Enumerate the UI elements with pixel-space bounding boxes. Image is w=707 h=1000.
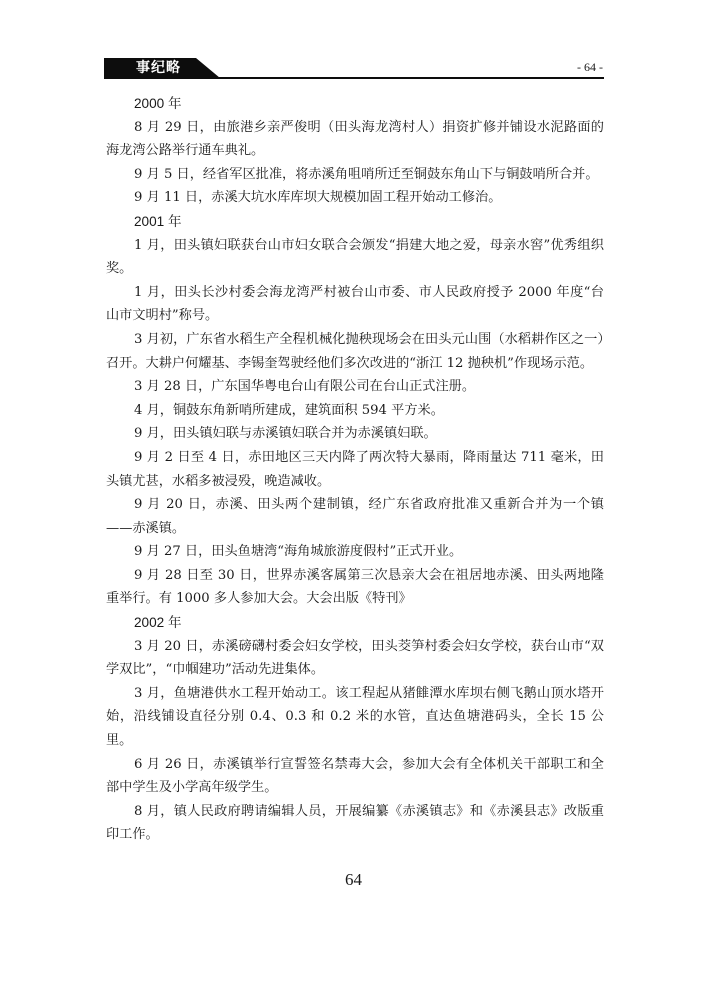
chronicle-entry: 3 月初，广东省水稻生产全程机械化抛秧现场会在田头元山围（水稻耕作区之一）召开。大耕户何耀基、李锡奎驾驶经他们多次改进的“浙江 12 抛秧机”作现场示范。 <box>106 331 604 371</box>
chronicle-entry: 9 月 11 日，赤溪大坑水库库坝大规模加固工程开始动工修治。 <box>134 190 502 206</box>
chronicle-entry: 8 月，镇人民政府聘请编辑人员，开展编纂《赤溪镇志》和《赤溪县志》改版重印工作。 <box>106 803 604 843</box>
year-section <box>106 611 604 847</box>
chronicle-entry: 8 月 29 日，由旅港乡亲严俊明（田头海龙湾村人）捐资扩修并铺设水泥路面的海龙湾公路举行通车典礼。 <box>106 119 604 159</box>
year-heading: 2001 年 <box>134 213 182 229</box>
running-header <box>104 58 604 78</box>
chronicle-entry: 3 月 20 日，赤溪磅礴村委会妇女学校，田头茭笋村委会妇女学校，获台山市“双学双比”，“巾帼建功”活动先进集体。 <box>106 638 604 678</box>
chronicle-body <box>106 92 604 847</box>
chronicle-entry: 9 月 20 日，赤溪、田头两个建制镇，经广东省政府批准又重新合并为一个镇——赤溪镇。 <box>106 497 604 536</box>
chronicle-entry: 9 月 28 日至 30 日，世界赤溪客属第三次恳亲大会在祖居地赤溪、田头两地隆重举行。有 1000 多人参加大会。大会出版《特刊》 <box>106 567 604 607</box>
chronicle-entry: 6 月 26 日，赤溪镇举行宣誓签名禁毒大会，参加大会有全体机关干部职工和全部中学生及小学高年级学生。 <box>106 756 604 796</box>
chronicle-entry: 4 月，铜鼓东角新哨所建成，建筑面积 594 平方米。 <box>134 402 444 418</box>
chronicle-entry: 3 月 28 日，广东国华粤电台山有限公司在台山正式注册。 <box>134 379 476 395</box>
chronicle-entry: 9 月，田头镇妇联与赤溪镇妇联合并为赤溪镇妇联。 <box>134 426 437 442</box>
chronicle-entry: 1 月，田头镇妇联获台山市妇女联合会颁发“捐建大地之爱，母亲水窖”优秀组织奖。 <box>106 237 604 277</box>
year-section <box>106 92 604 210</box>
footer-page-number: 64 <box>345 870 362 889</box>
chronicle-entry: 9 月 5 日，经省军区批准，将赤溪角咀哨所迁至铜鼓东角山下与铜鼓哨所合并。 <box>134 166 599 182</box>
header-page-number: - 64 - <box>577 60 603 74</box>
chronicle-entry: 1 月，田头长沙村委会海龙湾严村被台山市委、市人民政府授予 2000 年度“台山市文明村”称号。 <box>106 284 604 324</box>
section-title: 事纪略 <box>136 60 181 76</box>
chronicle-entry: 3 月，鱼塘港供水工程开始动工。该工程起从猪雔潭水库坝右侧飞鹅山顶水塔开始，沿线铺设直径分别 0.4、0.3 和 0.2 米的水管，直达鱼塘港码头，全长 15 公里。 <box>106 685 604 749</box>
year-heading: 2002 年 <box>134 615 182 631</box>
year-section <box>106 210 604 611</box>
year-heading: 2000 年 <box>134 96 182 111</box>
chronicle-entry: 9 月 27 日，田头鱼塘湾“海角城旅游度假村”正式开业。 <box>134 544 463 560</box>
chronicle-entry: 9 月 2 日至 4 日，赤田地区三天内降了两次特大暴雨，降雨量达 711 毫米，田头镇尤甚，水稻多被浸殁，晚造减收。 <box>106 449 604 489</box>
header-rule <box>104 77 604 79</box>
